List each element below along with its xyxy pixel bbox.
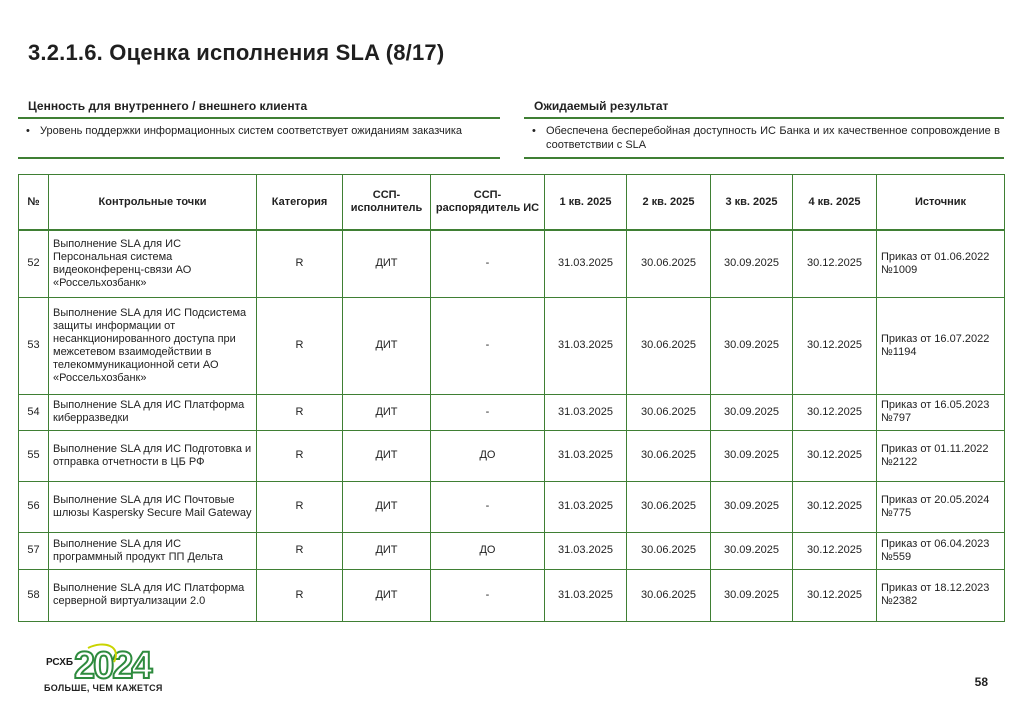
row-category: R — [257, 532, 343, 569]
row-exec: ДИТ — [343, 481, 431, 532]
row-checkpoint: Выполнение SLA для ИС программный продукт ПП Дельта — [49, 532, 257, 569]
row-num: 58 — [19, 569, 49, 621]
row-q2: 30.06.2025 — [627, 569, 711, 621]
row-q1: 31.03.2025 — [545, 394, 627, 430]
header-q3: 3 кв. 2025 — [711, 175, 793, 231]
row-q4: 30.12.2025 — [793, 430, 877, 481]
row-checkpoint: Выполнение SLA для ИС Платформа серверной виртуализации 2.0 — [49, 569, 257, 621]
row-category: R — [257, 230, 343, 297]
row-q2: 30.06.2025 — [627, 230, 711, 297]
row-checkpoint: Выполнение SLA для ИС Подготовка и отправка отчетности в ЦБ РФ — [49, 430, 257, 481]
header-checkpoints: Контрольные точки — [49, 175, 257, 231]
table-header-row — [19, 175, 1005, 231]
row-q3: 30.09.2025 — [711, 532, 793, 569]
table-row — [19, 532, 1005, 569]
page-number: 58 — [974, 675, 988, 689]
row-owner: - — [431, 394, 545, 430]
client-value-text: Уровень поддержки информационных систем соответствует ожиданиям заказчика — [40, 125, 463, 137]
table-row — [19, 394, 1005, 430]
row-exec: ДИТ — [343, 297, 431, 394]
row-source: Приказ от 16.05.2023 №797 — [877, 394, 1005, 430]
logo-tagline: БОЛЬШЕ, ЧЕМ КАЖЕТСЯ — [44, 683, 163, 693]
row-category: R — [257, 297, 343, 394]
row-source: Приказ от 16.07.2022 №1194 — [877, 297, 1005, 394]
row-category: R — [257, 569, 343, 621]
row-q3: 30.09.2025 — [711, 569, 793, 621]
table-row — [19, 481, 1005, 532]
row-q2: 30.06.2025 — [627, 481, 711, 532]
row-q1: 31.03.2025 — [545, 297, 627, 394]
table-row — [19, 430, 1005, 481]
row-checkpoint: Выполнение SLA для ИС Почтовые шлюзы Kaspersky Secure Mail Gateway — [49, 481, 257, 532]
table-row — [19, 230, 1005, 297]
row-q4: 30.12.2025 — [793, 532, 877, 569]
row-checkpoint: Выполнение SLA для ИС Платформа киберразведки — [49, 394, 257, 430]
row-q4: 30.12.2025 — [793, 394, 877, 430]
row-q3: 30.09.2025 — [711, 297, 793, 394]
row-q1: 31.03.2025 — [545, 532, 627, 569]
row-source: Приказ от 01.06.2022 №1009 — [877, 230, 1005, 297]
row-q3: 30.09.2025 — [711, 230, 793, 297]
row-source: Приказ от 06.04.2023 №559 — [877, 532, 1005, 569]
row-q2: 30.06.2025 — [627, 394, 711, 430]
header-ssp-exec: ССП-исполнитель — [343, 175, 431, 231]
page-title: 3.2.1.6. Оценка исполнения SLA (8/17) — [28, 40, 445, 65]
row-exec: ДИТ — [343, 569, 431, 621]
row-category: R — [257, 481, 343, 532]
row-exec: ДИТ — [343, 532, 431, 569]
bullet-icon: • — [532, 125, 536, 137]
row-q2: 30.06.2025 — [627, 297, 711, 394]
header-q1: 1 кв. 2025 — [545, 175, 627, 231]
client-value-box — [18, 117, 500, 159]
row-exec: ДИТ — [343, 430, 431, 481]
row-exec: ДИТ — [343, 230, 431, 297]
logo-year: 2024 — [74, 645, 151, 687]
row-category: R — [257, 430, 343, 481]
row-owner: - — [431, 297, 545, 394]
row-checkpoint: Выполнение SLA для ИС Персональная система видеоконференц-связи АО «Россельхозбанк» — [49, 230, 257, 297]
header-ssp-owner: ССП-распорядитель ИС — [431, 175, 545, 231]
client-value-heading: Ценность для внутреннего / внешнего клиента — [28, 99, 308, 113]
header-source: Источник — [877, 175, 1005, 231]
row-category: R — [257, 394, 343, 430]
row-q2: 30.06.2025 — [627, 532, 711, 569]
table-row — [19, 297, 1005, 394]
row-owner: - — [431, 230, 545, 297]
header-q2: 2 кв. 2025 — [627, 175, 711, 231]
table-row — [19, 569, 1005, 621]
row-num: 52 — [19, 230, 49, 297]
header-num: № — [19, 175, 49, 231]
row-q4: 30.12.2025 — [793, 569, 877, 621]
row-q3: 30.09.2025 — [711, 481, 793, 532]
row-q4: 30.12.2025 — [793, 297, 877, 394]
row-num: 54 — [19, 394, 49, 430]
row-source: Приказ от 20.05.2024 №775 — [877, 481, 1005, 532]
row-num: 57 — [19, 532, 49, 569]
row-q3: 30.09.2025 — [711, 394, 793, 430]
row-owner: - — [431, 569, 545, 621]
row-owner: ДО — [431, 532, 545, 569]
bullet-icon: • — [26, 125, 30, 137]
row-q4: 30.12.2025 — [793, 230, 877, 297]
logo-brand: РСХБ — [46, 657, 74, 668]
row-source: Приказ от 01.11.2022 №2122 — [877, 430, 1005, 481]
row-q1: 31.03.2025 — [545, 569, 627, 621]
row-q1: 31.03.2025 — [545, 430, 627, 481]
expected-result-text: Обеспечена бесперебойная доступность ИС Банка и их качественное сопровождение в соответствии с SLA — [546, 125, 1000, 151]
row-checkpoint: Выполнение SLA для ИС Подсистема защиты информации от несанкционированного доступа при межсетевом взаимодействии в телекоммуникационной сети АО «Россельхозбанк» — [49, 297, 257, 394]
row-num: 55 — [19, 430, 49, 481]
row-q4: 30.12.2025 — [793, 481, 877, 532]
expected-result-box — [524, 117, 1004, 159]
expected-result-heading: Ожидаемый результат — [534, 99, 669, 113]
row-q2: 30.06.2025 — [627, 430, 711, 481]
header-q4: 4 кв. 2025 — [793, 175, 877, 231]
row-exec: ДИТ — [343, 394, 431, 430]
row-owner: - — [431, 481, 545, 532]
row-q1: 31.03.2025 — [545, 230, 627, 297]
sla-table — [18, 174, 1005, 622]
header-category: Категория — [257, 175, 343, 231]
row-num: 56 — [19, 481, 49, 532]
row-owner: ДО — [431, 430, 545, 481]
row-source: Приказ от 18.12.2023 №2382 — [877, 569, 1005, 621]
row-q3: 30.09.2025 — [711, 430, 793, 481]
row-q1: 31.03.2025 — [545, 481, 627, 532]
row-num: 53 — [19, 297, 49, 394]
